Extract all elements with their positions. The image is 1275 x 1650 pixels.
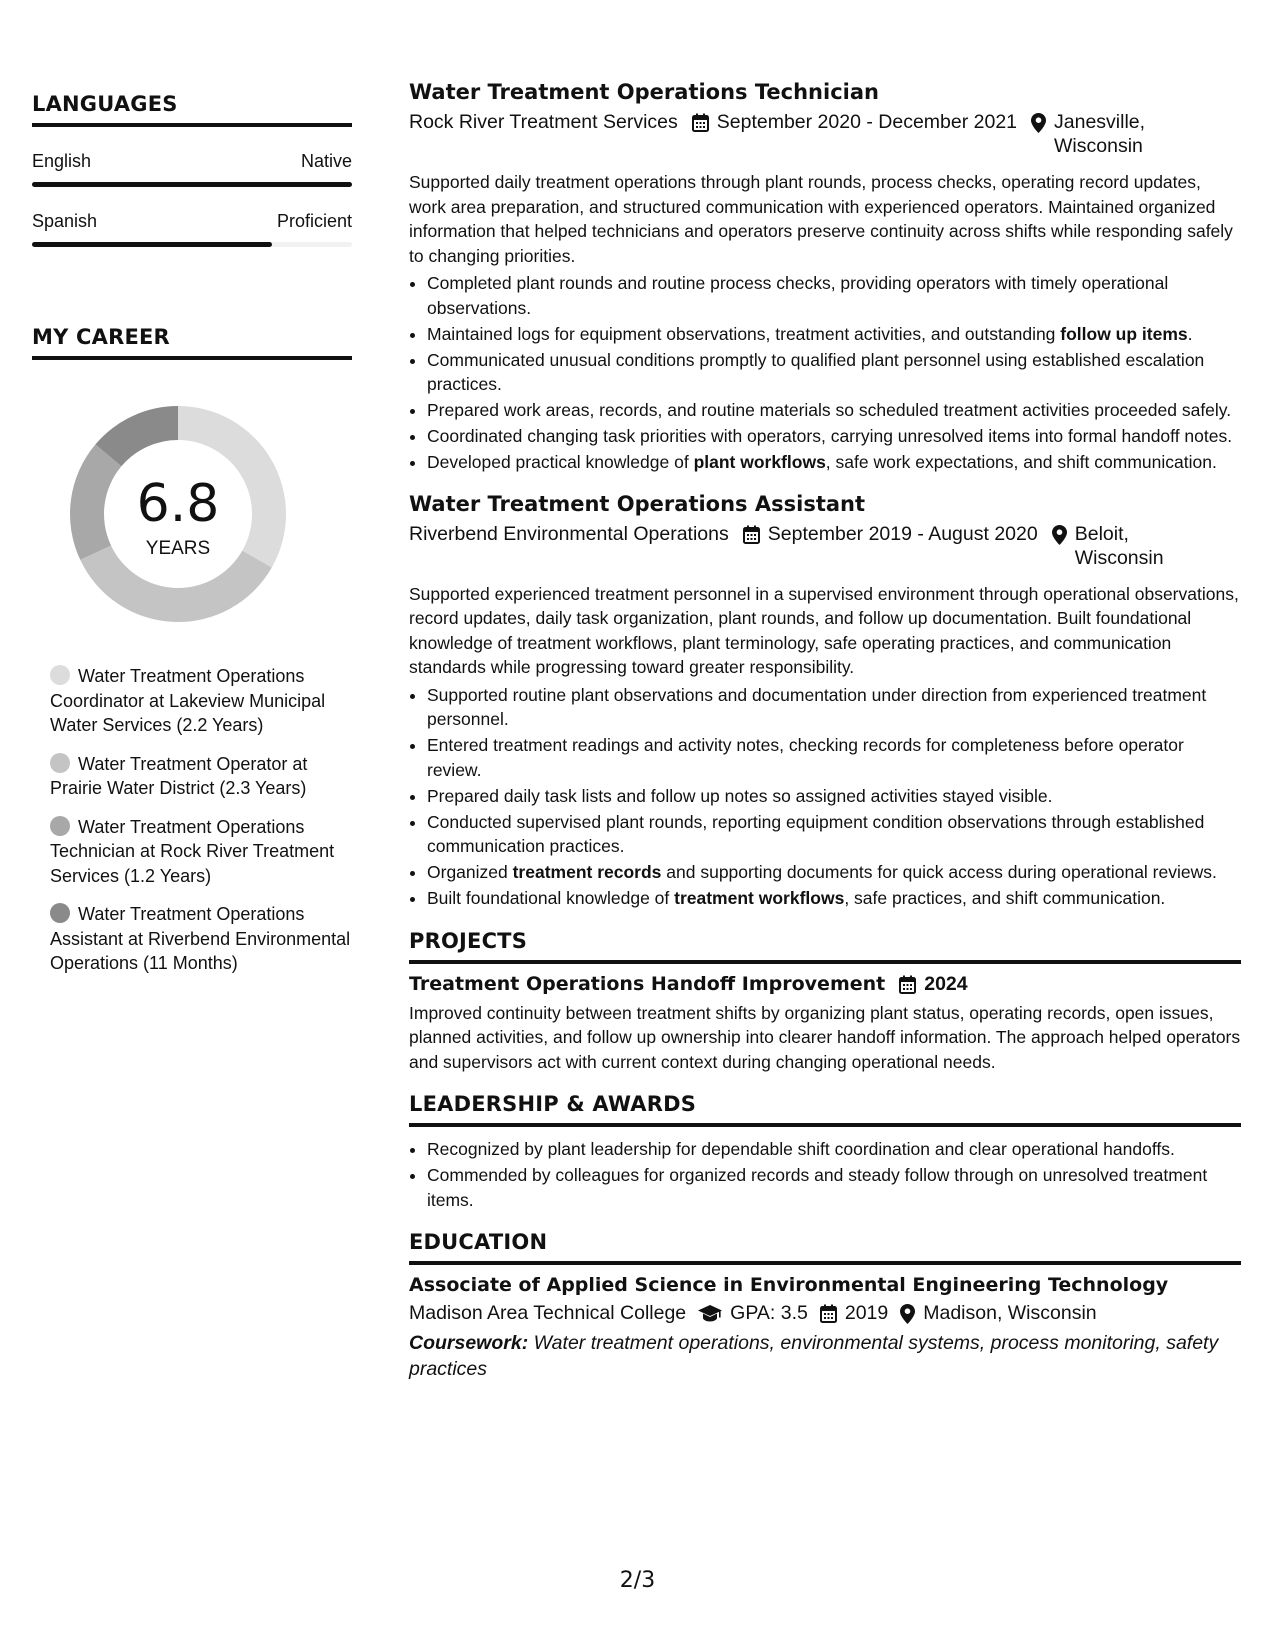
project-year: 2024 (924, 972, 968, 995)
calendar-icon (820, 1304, 837, 1323)
bullet-bold-text: follow up items (1060, 323, 1188, 344)
bullet-text: . (1187, 323, 1193, 344)
job-bullet (427, 424, 1241, 449)
job-bullet (427, 348, 1241, 397)
language-level: Native (300, 151, 352, 171)
job-bullet (427, 784, 1241, 809)
language-level-bar (32, 182, 352, 187)
bullet-text: Conducted supervised plant rounds, reporting equipment condition observations through established communication practices. (427, 811, 1205, 856)
leadership-heading: LEADERSHIP & AWARDS (409, 1092, 1241, 1127)
calendar-icon (692, 113, 709, 132)
bullet-bold-text: treatment records (512, 862, 662, 882)
job-bullet (427, 683, 1241, 732)
education-heading: EDUCATION (409, 1230, 1241, 1265)
gpa-text: GPA: 3.5 (730, 1302, 808, 1324)
career-legend-item (50, 815, 352, 889)
page-number: 2/3 (619, 1568, 656, 1593)
job-bullet (427, 886, 1241, 911)
job-summary: Supported experienced treatment personnel in a supervised environment through operational observations, record updates, daily task organization, plant rounds, and follow up documentation. Built foundational knowledge of treatment workflows, plant terminology, safe operating practices, and communication standards while progressing toward greater responsibility. (409, 583, 1239, 677)
job-bullet (427, 733, 1241, 782)
language-name: Spanish (32, 211, 98, 231)
bullet-text: Built foundational knowledge of (427, 888, 675, 908)
career-legend-text: Water Treatment Operations Assistant at Riverbend Environmental Operations (11 Months) (50, 904, 351, 973)
job-entry (409, 78, 1241, 475)
job-meta (409, 110, 1241, 158)
languages-heading: LANGUAGES (32, 92, 352, 127)
bullet-text: , safe practices, and shift communication. (844, 888, 1166, 908)
bullet-bold-text: plant workflows (693, 452, 826, 472)
graduation-year (820, 1302, 888, 1325)
donut-center (66, 402, 290, 626)
language-name: English (32, 151, 92, 171)
location-pin-icon (1052, 525, 1067, 545)
job-location (1052, 522, 1164, 570)
projects-heading: PROJECTS (409, 929, 1241, 964)
language-item (32, 151, 352, 187)
job-dates-text: September 2019 - August 2020 (767, 522, 1038, 545)
coursework (409, 1330, 1241, 1382)
bullet-text: Entered treatment readings and activity notes, checking records for completeness before operator review. (427, 735, 1184, 780)
bullet-text: Developed practical knowledge of (427, 452, 694, 472)
job-title: Water Treatment Operations Technician (409, 80, 879, 104)
leadership-bullets (409, 1137, 1241, 1212)
bullet-bold-text: treatment workflows (674, 888, 845, 908)
career-legend-text: Water Treatment Operator at Prairie Water District (2.3 Years) (50, 753, 308, 798)
main-content (409, 78, 1241, 1382)
leadership-item: • Commended by colleagues for organized records and steady follow through on unresolved treatment items. (427, 1163, 1241, 1212)
location-pin-icon (900, 1304, 915, 1324)
career-donut-chart (66, 402, 290, 626)
career-legend-item (50, 664, 352, 738)
bullet-text: Prepared work areas, records, and routine materials so scheduled treatment activities proceeded safely. (427, 400, 1232, 420)
project-entry (409, 973, 1241, 1075)
bullet-text: Completed plant rounds and routine process checks, providing operators with timely operational observations. (427, 273, 1169, 318)
job-bullets (409, 683, 1241, 911)
language-item (32, 211, 352, 247)
coursework-label: Coursework: (409, 1332, 529, 1354)
job-dates-text: September 2020 - December 2021 (716, 111, 1018, 133)
degree-title: Associate of Applied Science in Environmental Engineering Technology (409, 1274, 1169, 1296)
graduation-year-text: 2019 (844, 1302, 889, 1324)
job-location-text: Beloit, Wisconsin (1074, 522, 1164, 569)
career-legend-item (50, 752, 352, 801)
education-location (900, 1302, 1096, 1325)
language-level-fill (32, 242, 272, 247)
company-name: Riverbend Environmental Operations (409, 522, 729, 545)
bullet-text: Organized (427, 862, 513, 882)
bullet-text: Coordinated changing task priorities with operators, carrying unresolved items into formal handoff notes. (427, 426, 1233, 446)
project-title-row (409, 973, 1241, 996)
job-dates (743, 522, 1038, 570)
bullet-text: Supported routine plant observations and documentation under direction from experienced treatment personnel. (427, 684, 1207, 729)
school-name: Madison Area Technical College (409, 1302, 687, 1324)
bullet-text: , safe work expectations, and shift communication. (825, 452, 1217, 472)
job-bullet (427, 271, 1241, 320)
career-total-unit: YEARS (145, 538, 211, 559)
company-name: Rock River Treatment Services (409, 111, 678, 133)
calendar-icon (899, 975, 916, 994)
job-bullets (409, 271, 1241, 475)
coursework-text: Water treatment operations, environmental systems, process monitoring, safety practices (409, 1332, 1219, 1380)
sidebar (32, 92, 352, 990)
bullet-text: Communicated unusual conditions promptly to qualified plant personnel using established escalation practices. (427, 349, 1205, 394)
career-total-years: 6.8 (136, 474, 220, 534)
job-bullet (427, 810, 1241, 859)
legend-color-dot (50, 665, 70, 685)
project-description: Improved continuity between treatment shifts by organizing plant status, operating records, open issues, planned activities, and follow up ownership into clearer handoff information. The approach helped operators and supervisors act with current context during changing operational needs. (409, 1002, 1241, 1072)
bullet-text: Maintained logs for equipment observations, treatment activities, and outstanding (427, 323, 1061, 344)
career-legend (32, 664, 352, 976)
job-entry (409, 490, 1241, 911)
bullet-text: Prepared daily task lists and follow up notes so assigned activities stayed visible. (427, 785, 1053, 806)
job-title: Water Treatment Operations Assistant (409, 491, 866, 516)
leadership-item: • Recognized by plant leadership for dependable shift coordination and clear operational handoffs. (427, 1137, 1241, 1162)
job-meta (409, 522, 1241, 570)
education-meta (409, 1302, 1241, 1325)
legend-color-dot (50, 903, 70, 923)
job-bullet (427, 860, 1241, 885)
job-bullet (427, 322, 1241, 347)
location-pin-icon (1031, 113, 1046, 133)
project-title: Treatment Operations Handoff Improvement (409, 973, 886, 995)
job-bullet (427, 398, 1241, 423)
job-summary: Supported daily treatment operations through plant rounds, process checks, operating record updates, work area preparation, and structured communication with experienced operators. Maintained organized information that helped technicians and operators preserve continuity across shifts while responding safely to changing priorities. (409, 172, 1233, 266)
career-legend-text: Water Treatment Operations Coordinator at Lakeview Municipal Water Services (2.2 Years) (50, 666, 326, 735)
bullet-text: and supporting documents for quick access during operational reviews. (661, 862, 1217, 882)
job-dates (692, 110, 1017, 158)
career-legend-item (50, 902, 352, 976)
job-location-text: Janesville, Wisconsin (1054, 111, 1146, 157)
calendar-icon (743, 525, 760, 544)
language-level: Proficient (276, 211, 352, 231)
legend-color-dot (50, 753, 70, 773)
gpa (698, 1302, 808, 1325)
graduation-cap-icon (698, 1305, 722, 1323)
job-location (1031, 110, 1161, 158)
language-level-bar (32, 242, 352, 247)
career-heading: MY CAREER (32, 325, 352, 360)
education-location-text: Madison, Wisconsin (923, 1302, 1097, 1324)
job-bullet (427, 450, 1241, 475)
language-level-fill (32, 182, 352, 187)
career-legend-text: Water Treatment Operations Technician at Rock River Treatment Services (1.2 Years) (50, 816, 335, 886)
legend-color-dot (50, 816, 70, 836)
